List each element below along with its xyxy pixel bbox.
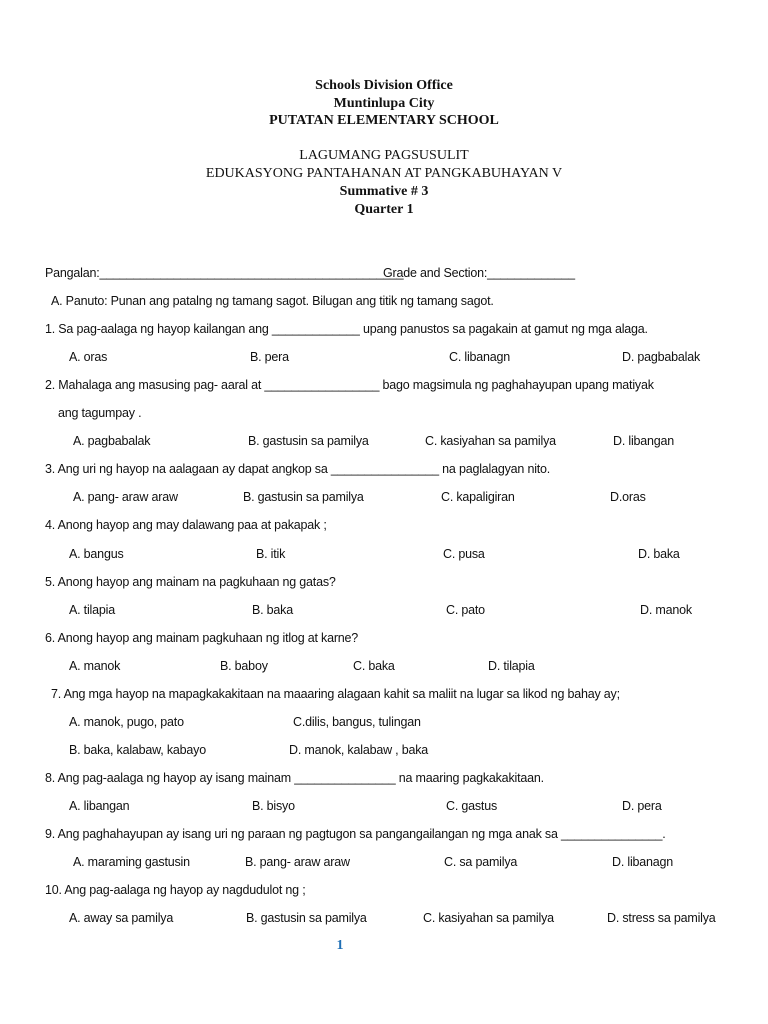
q4-choice-a[interactable]: A. bangus <box>69 547 124 561</box>
q9-choice-c[interactable]: C. sa pamilya <box>444 855 518 869</box>
q7-choice-b[interactable]: B. baka, kalabaw, kabayo <box>69 743 206 757</box>
q2-choice-c[interactable]: C. kasiyahan sa pamilya <box>425 434 556 448</box>
q5-choice-b[interactable]: B. baka <box>252 603 293 617</box>
q3-choice-a[interactable]: A. pang- araw araw <box>73 490 178 504</box>
q4-choice-d[interactable]: D. baka <box>638 547 680 561</box>
subject-title: EDUKASYONG PANTAHANAN AT PANGKABUHAYAN V <box>205 166 563 181</box>
question-2: 2. Mahalaga ang masusing pag- aaral at _________________ bago magsimula ng paghahayupan upang matiyak <box>45 378 654 392</box>
q3-choice-b[interactable]: B. gastusin sa pamilya <box>243 490 364 504</box>
test-title: LAGUMANG PAGSUSULIT <box>299 148 469 163</box>
question-9: 9. Ang paghahayupan ay isang uri ng paraan ng pagtugon sa pangangailangan ng mga anak sa _______________. <box>45 827 666 841</box>
q8-choice-b[interactable]: B. bisyo <box>252 799 295 813</box>
q2-choice-a[interactable]: A. pagbabalak <box>73 434 151 448</box>
q10-choice-b[interactable]: B. gastusin sa pamilya <box>246 911 367 925</box>
question-4: 4. Anong hayop ang may dalawang paa at pakapak ; <box>45 518 327 532</box>
name-field[interactable]: Pangalan:_____________________________________________ <box>45 266 404 280</box>
q8-choice-d[interactable]: D. pera <box>622 799 662 813</box>
question-2-cont: ang tagumpay . <box>58 406 142 420</box>
question-5: 5. Anong hayop ang mainam na pagkuhaan ng gatas? <box>45 575 336 589</box>
question-6: 6. Anong hayop ang mainam pagkuhaan ng itlog at karne? <box>45 631 359 645</box>
q9-choice-d[interactable]: D. libanagn <box>612 855 674 869</box>
q8-choice-a[interactable]: A. libangan <box>69 799 130 813</box>
quarter-label: Quarter 1 <box>354 202 414 217</box>
q10-choice-a[interactable]: A. away sa pamilya <box>69 911 174 925</box>
office-heading: Schools Division Office <box>315 78 453 93</box>
q6-choice-a[interactable]: A. manok <box>69 659 121 673</box>
q1-choice-d[interactable]: D. pagbabalak <box>622 350 701 364</box>
question-3: 3. Ang uri ng hayop na aalagaan ay dapat angkop sa ________________ na paglalagyan nito. <box>45 462 551 476</box>
q7-choice-a[interactable]: A. manok, pugo, pato <box>69 715 184 729</box>
q1-choice-b[interactable]: B. pera <box>250 350 289 364</box>
q2-choice-d[interactable]: D. libangan <box>613 434 675 448</box>
q10-choice-c[interactable]: C. kasiyahan sa pamilya <box>423 911 554 925</box>
q3-choice-d[interactable]: D.oras <box>610 490 646 504</box>
q10-choice-d[interactable]: D. stress sa pamilya <box>607 911 716 925</box>
q1-choice-c[interactable]: C. libanagn <box>449 350 511 364</box>
question-7: 7. Ang mga hayop na mapagkakakitaan na maaaring alagaan kahit sa maliit na lugar sa likod ng bahay ay; <box>51 687 620 701</box>
q6-choice-d[interactable]: D. tilapia <box>488 659 535 673</box>
q2-choice-b[interactable]: B. gastusin sa pamilya <box>248 434 369 448</box>
question-8: 8. Ang pag-aalaga ng hayop ay isang mainam _______________ na maaring pagkakakitaan. <box>45 771 544 785</box>
question-10: 10. Ang pag-aalaga ng hayop ay nagdudulot ng ; <box>45 883 306 897</box>
q9-choice-b[interactable]: B. pang- araw araw <box>245 855 350 869</box>
question-1: 1. Sa pag-aalaga ng hayop kailangan ang _____________ upang panustos sa pagakain at gamut ng mga alaga. <box>45 322 648 336</box>
q9-choice-a[interactable]: A. maraming gastusin <box>73 855 190 869</box>
q4-choice-b[interactable]: B. itik <box>256 547 286 561</box>
city-heading: Muntinlupa City <box>333 96 435 111</box>
q7-choice-d[interactable]: D. manok, kalabaw , baka <box>289 743 429 757</box>
q6-choice-c[interactable]: C. baka <box>353 659 395 673</box>
page-number: 1 <box>336 938 344 953</box>
q8-choice-c[interactable]: C. gastus <box>446 799 498 813</box>
q4-choice-c[interactable]: C. pusa <box>443 547 485 561</box>
q1-choice-a[interactable]: A. oras <box>69 350 108 364</box>
school-heading: PUTATAN ELEMENTARY SCHOOL <box>269 113 499 128</box>
directions: A. Panuto: Punan ang patalng ng tamang sagot. Bilugan ang titik ng tamang sagot. <box>51 294 494 308</box>
q6-choice-b[interactable]: B. baboy <box>220 659 268 673</box>
summative-label: Summative # 3 <box>339 184 429 199</box>
q5-choice-c[interactable]: C. pato <box>446 603 485 617</box>
grade-section-field[interactable]: Grade and Section:_____________ <box>383 266 575 280</box>
q7-choice-c[interactable]: C.dilis, bangus, tulingan <box>293 715 421 729</box>
q5-choice-d[interactable]: D. manok <box>640 603 692 617</box>
q3-choice-c[interactable]: C. kapaligiran <box>441 490 515 504</box>
q5-choice-a[interactable]: A. tilapia <box>69 603 115 617</box>
